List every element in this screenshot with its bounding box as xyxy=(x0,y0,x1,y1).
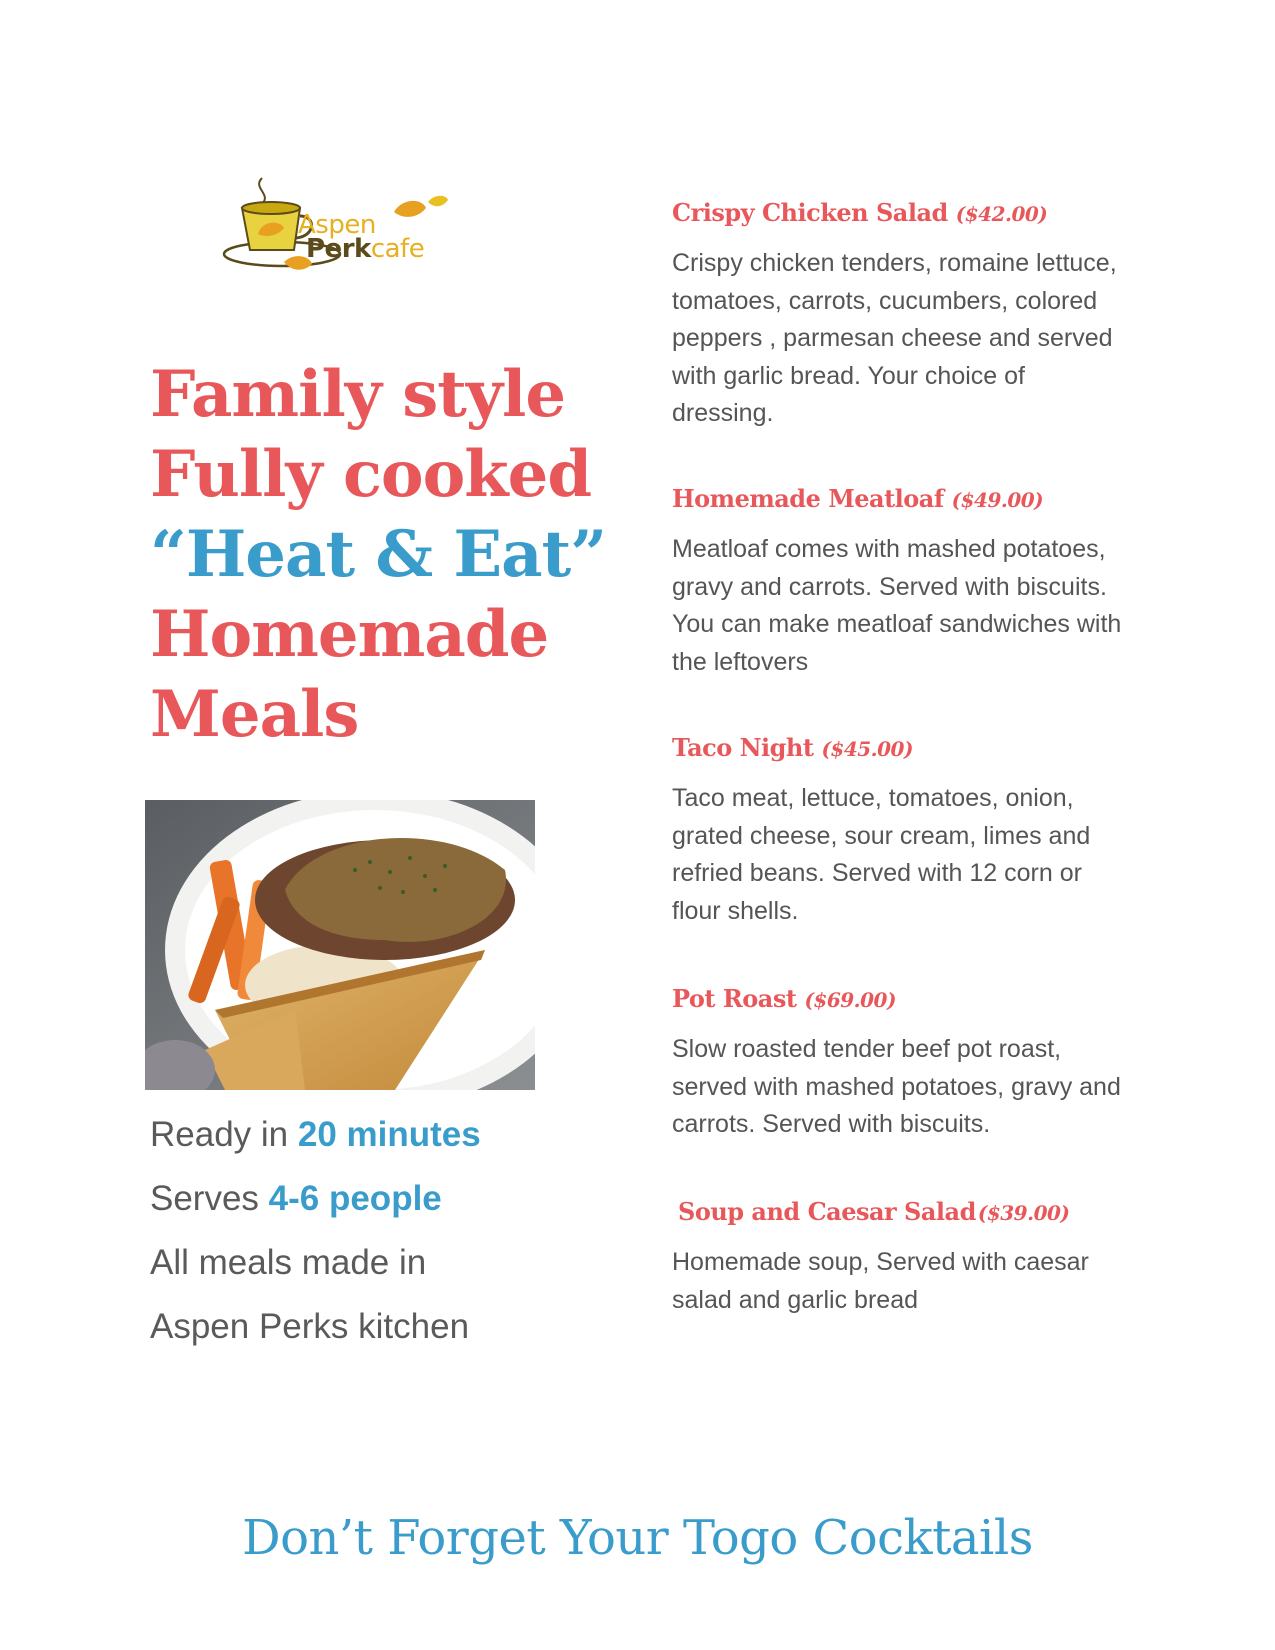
serves-prefix: Serves xyxy=(150,1179,269,1218)
menu-item xyxy=(672,733,1132,930)
menu-item-title xyxy=(678,1197,1138,1226)
menu-item-price: ($39.00) xyxy=(977,1201,1070,1225)
headline-line-5: Meals xyxy=(150,677,359,752)
meatloaf-photo xyxy=(145,800,535,1090)
menu-item-description: Taco meat, lettuce, tomatoes, onion, grated cheese, sour cream, limes and refried beans. Served with 12 corn or flour shells. xyxy=(672,784,1091,925)
menu-item xyxy=(672,984,1132,1144)
ready-time xyxy=(150,1108,590,1172)
logo-text-aspen: Aspen xyxy=(298,210,376,240)
logo-text-perkcafe xyxy=(306,234,424,264)
menu-item-title xyxy=(672,984,1132,1013)
menu-item-title xyxy=(672,733,1132,762)
footer-cocktails: Don’t Forget Your Togo Cocktails xyxy=(242,1510,1033,1566)
menu-item-name: Pot Roast xyxy=(672,984,797,1013)
serves-value: 4-6 people xyxy=(268,1179,442,1218)
menu-item-price: ($69.00) xyxy=(804,988,896,1012)
menu-item-price: ($42.00) xyxy=(955,202,1048,226)
headline-line-4: Homemade xyxy=(150,597,549,672)
menu-item-description: Meatloaf comes with mashed potatoes, gravy and carrots. Served with biscuits. You can make meatloaf sandwiches with the leftovers xyxy=(672,535,1122,676)
menu-item-price: ($45.00) xyxy=(821,737,913,761)
menu-item-description: Slow roasted tender beef pot roast, served with mashed potatoes, gravy and carrots. Served with biscuits. xyxy=(672,1035,1121,1138)
kitchen-line-1: All meals made in xyxy=(150,1243,427,1282)
menu-item-title xyxy=(672,198,1132,227)
menu-item xyxy=(672,1197,1138,1319)
menu-item-name: Soup and Caesar Salad xyxy=(678,1197,976,1226)
menu-item xyxy=(672,484,1132,681)
logo-text-cafe: cafe xyxy=(370,234,425,264)
headline xyxy=(150,355,620,755)
menu-item xyxy=(672,198,1132,433)
menu-item-description: Crispy chicken tenders, romaine lettuce, tomatoes, carrots, cucumbers, colored peppers , parmesan cheese and served with garlic bread. Your choice of dressing. xyxy=(672,249,1117,427)
ready-value: 20 minutes xyxy=(297,1115,481,1154)
kitchen-line-2: Aspen Perks kitchen xyxy=(150,1307,470,1346)
logo-text-perk: Perk xyxy=(306,234,371,264)
menu-item-description: Homemade soup, Served with caesar salad and garlic bread xyxy=(672,1248,1089,1314)
headline-line-1: Family style xyxy=(150,357,566,432)
menu-item-name: Homemade Meatloaf xyxy=(672,484,944,513)
headline-line-2: Fully cooked xyxy=(150,437,592,512)
ready-prefix: Ready in xyxy=(150,1115,298,1154)
cafe-logo xyxy=(222,170,462,280)
menu-item-price: ($49.00) xyxy=(951,488,1044,512)
menu-item-name: Taco Night xyxy=(672,733,814,762)
serves xyxy=(150,1172,590,1236)
menu-item-name: Crispy Chicken Salad xyxy=(672,198,948,227)
menu-item-title xyxy=(672,484,1132,513)
meal-info xyxy=(150,1108,590,1364)
headline-line-3: “Heat & Eat” xyxy=(150,517,606,592)
